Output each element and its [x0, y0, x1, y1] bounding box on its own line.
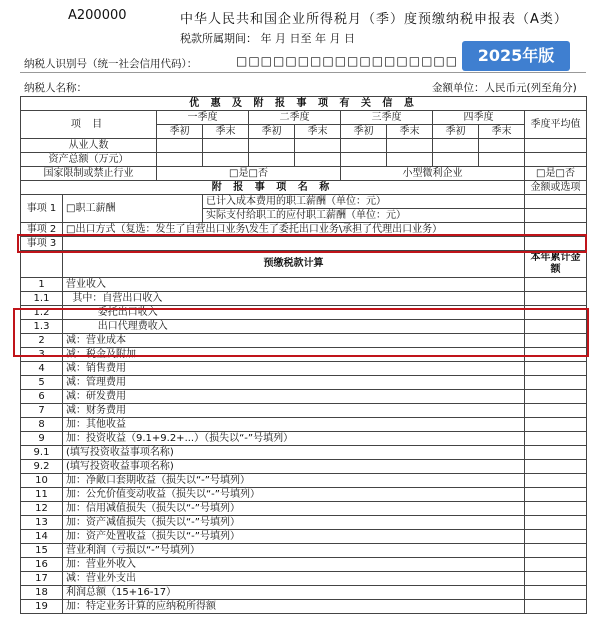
amount-input[interactable] [525, 446, 587, 460]
input-cell[interactable] [525, 195, 587, 209]
tax-id-label: 纳税人识别号（统一社会信用代码）： [24, 58, 198, 70]
calc-row [21, 292, 587, 306]
line-item: 加：特定业务计算的应纳税所得额 [63, 600, 525, 614]
input-cell[interactable] [525, 223, 587, 237]
line-number: 18 [21, 586, 63, 600]
amount-input[interactable] [525, 292, 587, 306]
line-number: 2 [21, 334, 63, 348]
line-item: 减：管理费用 [63, 376, 525, 390]
export-method-checkbox[interactable]: □出口方式（复选：发生了自营出口业务\发生了委托出口业务\承担了代理出口业务） [63, 223, 525, 237]
line-number: 13 [21, 516, 63, 530]
form-code: A200000 [68, 8, 127, 23]
calc-row [21, 418, 587, 432]
input-cell[interactable] [525, 237, 587, 251]
amount-input[interactable] [525, 572, 587, 586]
input-cell[interactable] [479, 153, 525, 167]
input-cell[interactable] [525, 209, 587, 223]
line-item: (填写投资收益事项名称) [63, 460, 525, 474]
amount-input[interactable] [525, 334, 587, 348]
amount-input[interactable] [525, 348, 587, 362]
calc-row [21, 558, 587, 572]
amount-input[interactable] [525, 376, 587, 390]
amount-input[interactable] [525, 586, 587, 600]
calc-row [21, 502, 587, 516]
restricted-industry-label: 国家限制或禁止行业 [21, 167, 157, 181]
small-enterprise-checkbox[interactable]: □是□否 [525, 167, 587, 181]
item1-label: 事项 1 [21, 195, 63, 223]
line-number: 8 [21, 418, 63, 432]
line-number: 12 [21, 502, 63, 516]
line-item: 加：资产减值损失（损失以“-”号填列） [63, 516, 525, 530]
input-cell[interactable] [295, 153, 341, 167]
divider [20, 72, 586, 73]
amount-input[interactable] [525, 474, 587, 488]
line-number: 1.2 [21, 306, 63, 320]
avg-header: 季度平均值 [525, 111, 587, 139]
line-item: 减：税金及附加 [63, 348, 525, 362]
line-item: 利润总额（15+16-17） [63, 586, 525, 600]
line-item: 减：营业成本 [63, 334, 525, 348]
line-number: 17 [21, 572, 63, 586]
version-badge: 2025年版 [462, 41, 570, 71]
line-item: 减：营业外支出 [63, 572, 525, 586]
input-cell[interactable] [341, 153, 387, 167]
calc-row [21, 306, 587, 320]
line-number: 15 [21, 544, 63, 558]
assets-label: 资产总额（万元） [21, 153, 157, 167]
employees-label: 从业人数 [21, 139, 157, 153]
line-item: 加：净敞口套期收益（损失以“-”号填列） [63, 474, 525, 488]
line-item: 加：信用减值损失（损失以“-”号填列） [63, 502, 525, 516]
input-cell[interactable] [433, 153, 479, 167]
input-cell[interactable] [295, 139, 341, 153]
input-cell[interactable] [479, 139, 525, 153]
q3-header: 三季度 [341, 111, 433, 125]
amount-input[interactable] [525, 320, 587, 334]
calc-row [21, 334, 587, 348]
amount-input[interactable] [525, 362, 587, 376]
input-cell[interactable] [387, 139, 433, 153]
amount-input[interactable] [525, 432, 587, 446]
amount-input[interactable] [525, 558, 587, 572]
line-number: 3 [21, 348, 63, 362]
amount-input[interactable] [525, 516, 587, 530]
item-header: 项 目 [21, 111, 157, 139]
line-item: 减：研发费用 [63, 390, 525, 404]
input-cell[interactable] [525, 153, 587, 167]
line-item: 减：财务费用 [63, 404, 525, 418]
line-number: 9.2 [21, 460, 63, 474]
amount-input[interactable] [525, 460, 587, 474]
line-number: 1.1 [21, 292, 63, 306]
line-number: 16 [21, 558, 63, 572]
line-item: 加：营业外收入 [63, 558, 525, 572]
salary-checkbox[interactable]: □职工薪酬 [63, 195, 203, 223]
declaration-table [20, 96, 587, 614]
line-number: 1.3 [21, 320, 63, 334]
calc-row [21, 544, 587, 558]
amount-input[interactable] [525, 418, 587, 432]
line-item: (填写投资收益事项名称) [63, 446, 525, 460]
input-cell[interactable] [157, 153, 203, 167]
calc-row [21, 320, 587, 334]
amount-input[interactable] [525, 600, 587, 614]
sub-header: 季末 [479, 125, 525, 139]
calc-row [21, 376, 587, 390]
line-number: 10 [21, 474, 63, 488]
amount-input[interactable] [525, 404, 587, 418]
calc-row [21, 586, 587, 600]
line-number: 1 [21, 278, 63, 292]
calc-row [21, 278, 587, 292]
input-cell[interactable] [203, 139, 249, 153]
line-number: 9.1 [21, 446, 63, 460]
item3-label: 事项 3 [21, 237, 63, 251]
item2-label: 事项 2 [21, 223, 63, 237]
amount-input[interactable] [525, 488, 587, 502]
line-item: 减：销售费用 [63, 362, 525, 376]
small-enterprise-label: 小型微利企业 [341, 167, 525, 181]
ytd-column-header: 本年累计金额 [525, 251, 587, 278]
amount-input[interactable] [525, 390, 587, 404]
calc-row [21, 474, 587, 488]
line-item: 出口代理费收入 [63, 320, 525, 334]
line-item: 营业利润（亏损以“-”号填列） [63, 544, 525, 558]
line-number: 11 [21, 488, 63, 502]
calc-row [21, 362, 587, 376]
amount-input[interactable] [525, 544, 587, 558]
amount-input[interactable] [525, 502, 587, 516]
sub-header: 季初 [341, 125, 387, 139]
calc-row [21, 572, 587, 586]
input-cell[interactable] [387, 153, 433, 167]
line-item: 委托出口收入 [63, 306, 525, 320]
line-number: 9 [21, 432, 63, 446]
line-item: 其中：自营出口收入 [63, 292, 525, 306]
sub-header: 季初 [157, 125, 203, 139]
amount-input[interactable] [525, 306, 587, 320]
input-cell[interactable] [249, 139, 295, 153]
calc-row [21, 460, 587, 474]
line-item: 营业收入 [63, 278, 525, 292]
input-cell[interactable] [433, 139, 479, 153]
calc-row [21, 432, 587, 446]
prefs-title: 优 惠 及 附 报 事 项 有 关 信 息 [21, 97, 587, 111]
restricted-industry-checkbox[interactable]: □是□否 [157, 167, 341, 181]
sub-header: 季末 [203, 125, 249, 139]
input-cell[interactable] [525, 139, 587, 153]
salary-sub2: 实际支付给职工的应付职工薪酬（单位：元） [203, 209, 525, 223]
sub-header: 季末 [387, 125, 433, 139]
calc-row [21, 516, 587, 530]
q1-header: 一季度 [157, 111, 249, 125]
calc-row [21, 530, 587, 544]
q4-header: 四季度 [433, 111, 525, 125]
calc-title: 预缴税款计算 [63, 251, 525, 278]
line-number: 19 [21, 600, 63, 614]
salary-sub1: 已计入成本费用的职工薪酬（单位：元） [203, 195, 525, 209]
sub-header: 季初 [433, 125, 479, 139]
sub-header: 季初 [249, 125, 295, 139]
input-cell[interactable] [249, 153, 295, 167]
line-number: 4 [21, 362, 63, 376]
tax-period: 税款所属期间： 年 月 日至 年 月 日 [180, 32, 355, 45]
line-number: 7 [21, 404, 63, 418]
blank-cell [21, 251, 63, 278]
calc-row [21, 600, 587, 614]
line-item: 加：其他收益 [63, 418, 525, 432]
input-cell[interactable] [203, 153, 249, 167]
calc-row [21, 446, 587, 460]
line-item: 加：投资收益（9.1+9.2+...）（损失以“-”号填列） [63, 432, 525, 446]
tax-id-field[interactable]: □□□□□□□□□□□□□□□□□□ [236, 54, 459, 68]
amount-column-header: 金额或选项 [525, 181, 587, 195]
taxpayer-name-label: 纳税人名称： [24, 82, 87, 94]
line-item: 加：资产处置收益（损失以“-”号填列） [63, 530, 525, 544]
line-number: 6 [21, 390, 63, 404]
calc-row [21, 404, 587, 418]
input-cell[interactable] [341, 139, 387, 153]
line-number: 5 [21, 376, 63, 390]
attach-title: 附 报 事 项 名 称 [21, 181, 525, 195]
input-cell[interactable] [63, 237, 525, 251]
sub-header: 季末 [295, 125, 341, 139]
amount-input[interactable] [525, 278, 587, 292]
calc-row [21, 488, 587, 502]
line-item: 加：公允价值变动收益（损失以“-”号填列） [63, 488, 525, 502]
line-number: 14 [21, 530, 63, 544]
form-title: 中华人民共和国企业所得税月（季）度预缴纳税申报表（A类） [180, 12, 568, 27]
calc-row [21, 390, 587, 404]
amount-input[interactable] [525, 530, 587, 544]
calc-row [21, 348, 587, 362]
q2-header: 二季度 [249, 111, 341, 125]
amount-unit-label: 金额单位：人民币元(列至角分) [432, 82, 577, 94]
input-cell[interactable] [157, 139, 203, 153]
